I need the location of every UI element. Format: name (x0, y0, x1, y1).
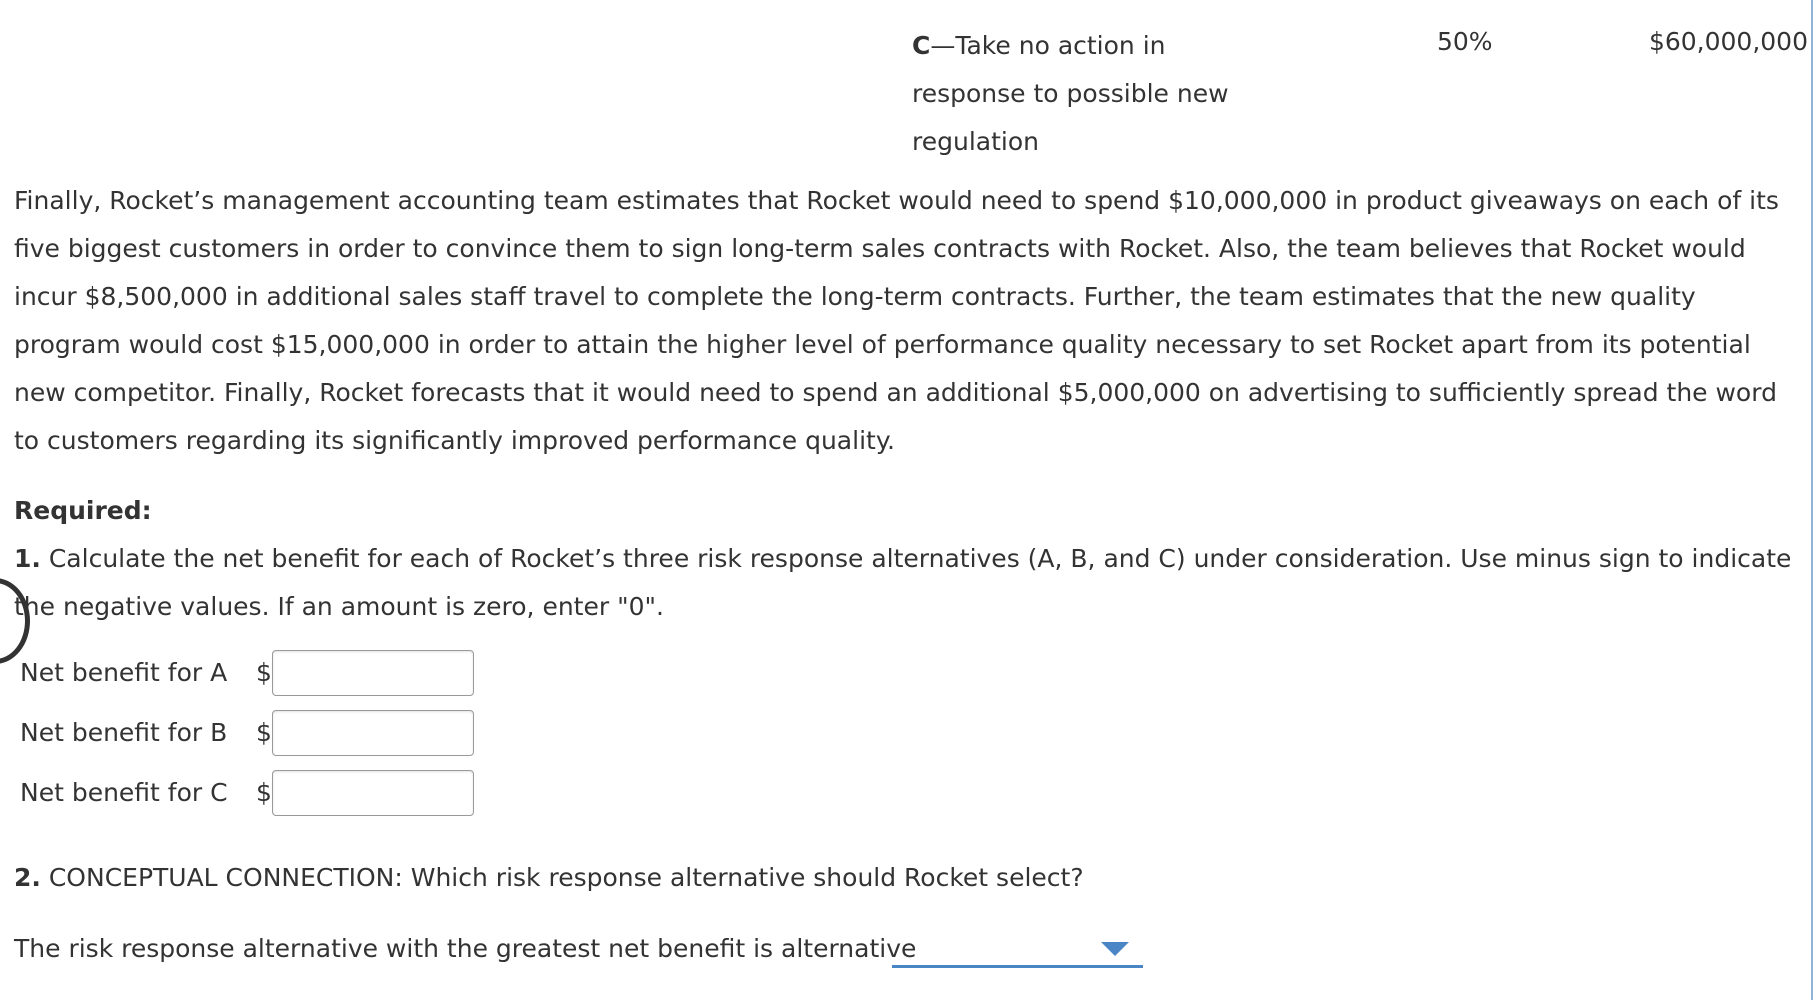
alternative-select-dropdown[interactable] (892, 932, 1143, 968)
net-benefit-row-b (20, 710, 480, 756)
answer-prompt: The risk response alternative with the greatest net benefit is alternative (14, 934, 917, 963)
question-1-number: 1. (14, 544, 41, 573)
net-benefit-label: Net benefit for C (20, 778, 228, 807)
net-benefit-c-input[interactable] (272, 770, 474, 816)
question-2-number: 2. (14, 863, 41, 892)
currency-symbol: $ (256, 718, 272, 747)
question-2 (14, 858, 1084, 898)
net-benefit-row-a (20, 650, 480, 696)
chevron-down-icon[interactable] (1101, 942, 1129, 956)
alternative-table-row (0, 0, 1816, 160)
required-heading: Required: (14, 496, 152, 525)
question-2-text: CONCEPTUAL CONNECTION: Which risk response alternative should Rocket select? (40, 863, 1084, 892)
net-benefit-label: Net benefit for A (20, 658, 228, 687)
alternative-description (912, 22, 1272, 166)
net-benefit-a-input[interactable] (272, 650, 474, 696)
alternative-probability: 50% (1437, 27, 1493, 56)
question-1-text: Calculate the net benefit for each of Rocket’s three risk response alternatives (A, B, and C) under consideration. Use minus sign to indicate the negative values. If an amount is zero, enter "0". (14, 544, 1792, 621)
alternative-code: C (912, 31, 931, 60)
net-benefit-label: Net benefit for B (20, 718, 228, 747)
scenario-paragraph: Finally, Rocket’s management accounting team estimates that Rocket would need to spend $10,000,000 in product giveaways on each of its five biggest customers in order to convince them to sign long-term sales contracts with Rocket. Also, the team believes that Rocket would incur $8,500,000 in additional sales staff travel to complete the long-term contracts. Further, the team estimates that the new quality program would cost $15,000,000 in order to attain the higher level of performance quality necessary to set Rocket apart from its potential new competitor. Finally, Rocket forecasts that it would need to spend an additional $5,000,000 on advertising to sufficiently spread the word to customers regarding its significantly improved performance quality. (14, 186, 1779, 455)
currency-symbol: $ (256, 778, 272, 807)
net-benefit-row-c (20, 770, 480, 816)
currency-symbol: $ (256, 658, 272, 687)
alternative-text: —Take no action in response to possible new regulation (912, 31, 1229, 156)
question-1 (14, 535, 1804, 631)
alternative-amount: $60,000,000 (1648, 27, 1808, 56)
net-benefit-b-input[interactable] (272, 710, 474, 756)
